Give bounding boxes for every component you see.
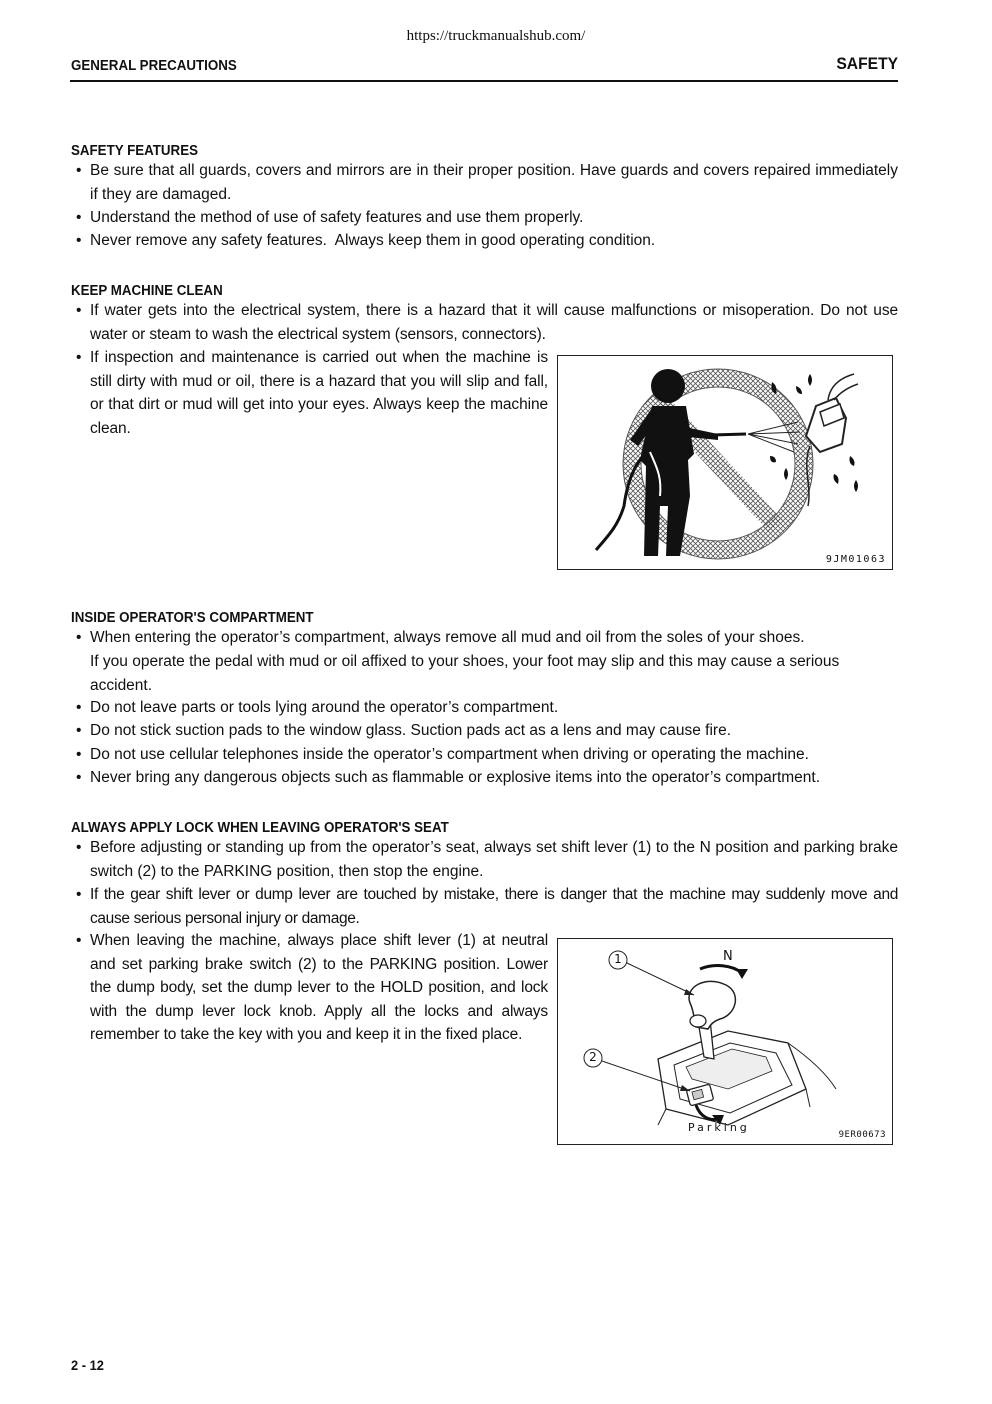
parking-label: Parking <box>688 1121 750 1134</box>
section-title-apply-lock: ALWAYS APPLY LOCK WHEN LEAVING OPERATOR'S SEAT <box>71 820 449 836</box>
shift-lever-illustration <box>558 939 892 1144</box>
page-number: 2 - 12 <box>71 1357 104 1373</box>
chapter-title: GENERAL PRECAUTIONS <box>71 58 237 74</box>
figure-code: 9JM01063 <box>825 554 886 565</box>
section-title-keep-machine-clean: KEEP MACHINE CLEAN <box>71 283 223 299</box>
section-title-inside-operators-compartment: INSIDE OPERATOR'S COMPARTMENT <box>71 610 314 626</box>
header-rule <box>70 80 898 82</box>
figure-code: 9ER00673 <box>838 1130 886 1140</box>
neutral-label: N <box>723 949 733 964</box>
callout-2: 2 <box>589 1050 597 1064</box>
callout-1: 1 <box>614 952 622 966</box>
no-water-spray-illustration <box>558 356 892 569</box>
section-title-safety-features: SAFETY FEATURES <box>71 143 199 159</box>
source-url: https://truckmanualshub.com/ <box>406 28 586 44</box>
figure-no-water-spray <box>557 355 893 570</box>
section-tag: SAFETY <box>836 54 898 73</box>
figure-shift-lever <box>557 938 893 1145</box>
